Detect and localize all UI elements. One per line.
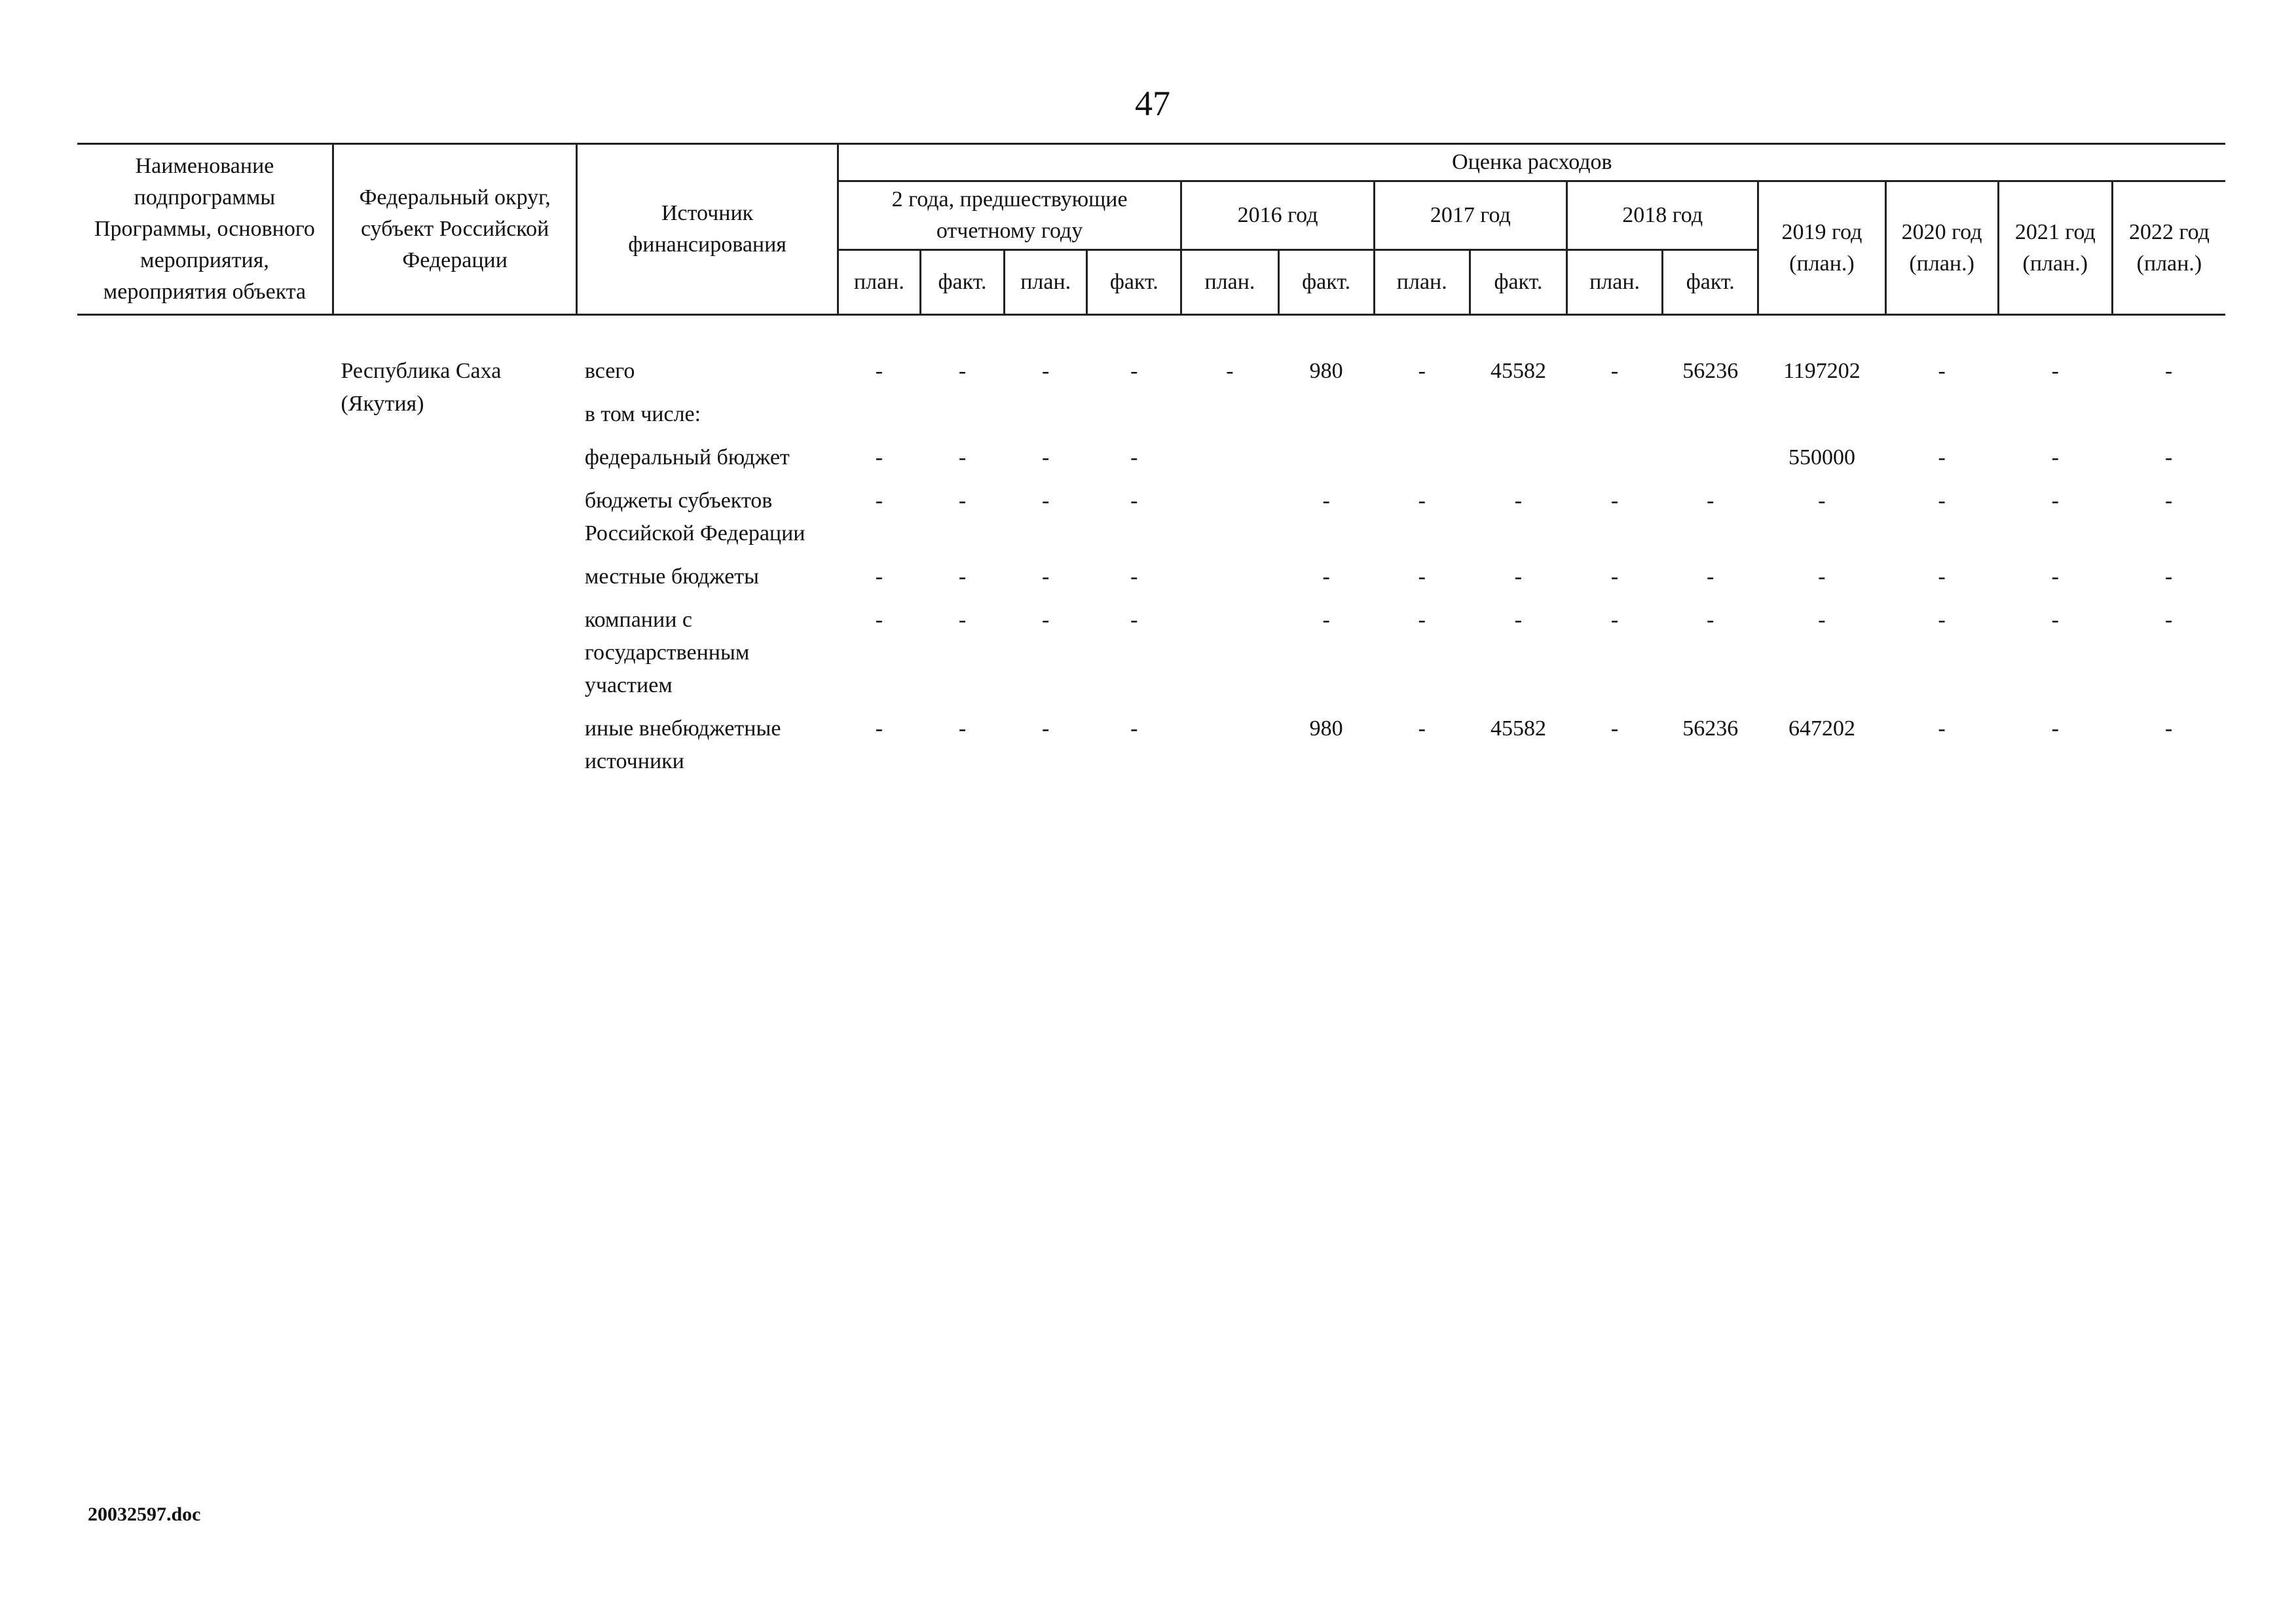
value-cell: - [2165, 445, 2173, 470]
value-cell: - [2051, 608, 2059, 632]
value-cell: - [1042, 608, 1050, 632]
value-cell: - [2165, 359, 2173, 383]
value-cell: - [1514, 608, 1523, 632]
funding-source-cell: всего [584, 359, 635, 383]
program-name-cell [77, 398, 333, 441]
value-cell: - [1130, 445, 1138, 470]
value-cell: - [1818, 564, 1826, 589]
value-cell: - [958, 489, 967, 513]
value-cell [920, 398, 1004, 441]
value-cell [1374, 398, 1470, 441]
value-cell: - [1042, 716, 1050, 741]
funding-source-cell: в том числе: [584, 402, 701, 426]
header-expense-estimate: Оценка расходов [838, 144, 2225, 181]
header-year-2017: 2017 год [1374, 181, 1566, 250]
header-two-years-prior: 2 года, предшествующие отчетному году [838, 181, 1181, 250]
value-cell: - [1042, 359, 1050, 383]
value-cell: - [1610, 564, 1619, 589]
value-cell: - [1514, 489, 1523, 513]
header-year-2020: 2020 год (план.) [1885, 181, 1998, 315]
table-body [77, 315, 2225, 789]
value-cell: 980 [1309, 359, 1343, 383]
header-fact: факт. [920, 250, 1004, 315]
header-plan: план. [1567, 250, 1663, 315]
header-fact: факт. [1278, 250, 1374, 315]
value-cell [1758, 398, 1885, 441]
value-cell: - [1938, 359, 1946, 383]
value-cell: - [1322, 608, 1330, 632]
value-cell: 647202 [1788, 716, 1855, 741]
value-cell: - [1130, 489, 1138, 513]
funding-source-cell: иные внебюджетные источники [584, 716, 781, 773]
value-cell: 550000 [1788, 445, 1855, 470]
value-cell: - [1938, 564, 1946, 589]
value-cell: - [2051, 359, 2059, 383]
program-name-cell [77, 561, 333, 604]
header-plan: план. [1374, 250, 1470, 315]
value-cell: - [1610, 489, 1619, 513]
value-cell [1278, 398, 1374, 441]
program-name-cell [77, 604, 333, 712]
value-cell [838, 398, 920, 441]
table-row [77, 355, 2225, 398]
funding-source-cell: местные бюджеты [584, 564, 759, 589]
value-cell: - [1818, 489, 1826, 513]
value-cell: 56236 [1682, 359, 1739, 383]
value-cell: - [1418, 359, 1426, 383]
header-plan: план. [838, 250, 920, 315]
value-cell: - [958, 445, 967, 470]
program-name-cell [77, 355, 333, 398]
value-cell: - [2165, 489, 2173, 513]
value-cell: - [875, 564, 883, 589]
value-cell: 980 [1309, 716, 1343, 741]
value-cell: - [1938, 445, 1946, 470]
value-cell: - [1707, 564, 1714, 589]
value-cell [2112, 398, 2225, 441]
value-cell: - [1938, 716, 1946, 741]
value-cell: - [1130, 716, 1138, 741]
value-cell [1181, 604, 1278, 712]
value-cell: - [2051, 445, 2059, 470]
value-cell: - [875, 359, 883, 383]
value-cell: - [1610, 359, 1619, 383]
document-filename: 20032597.doc [88, 1504, 201, 1525]
value-cell [1567, 441, 1663, 485]
value-cell: - [1818, 608, 1826, 632]
value-cell: - [958, 359, 967, 383]
value-cell: - [875, 445, 883, 470]
value-cell: 56236 [1682, 716, 1739, 741]
value-cell [1470, 441, 1566, 485]
value-cell: - [1610, 608, 1619, 632]
program-name-cell [77, 485, 333, 561]
value-cell: - [1418, 608, 1426, 632]
value-cell [1278, 441, 1374, 485]
value-cell: - [1322, 564, 1330, 589]
header-federal-district: Федеральный округ, субъект Российской Федерации [333, 144, 576, 315]
value-cell: - [2051, 489, 2059, 513]
value-cell: - [1418, 564, 1426, 589]
district-cell: Республика Саха (Якутия) [341, 359, 502, 416]
value-cell: - [1938, 489, 1946, 513]
header-fact: факт. [1470, 250, 1566, 315]
value-cell: - [958, 564, 967, 589]
header-fact: факт. [1663, 250, 1758, 315]
value-cell: - [1514, 564, 1523, 589]
header-year-2016: 2016 год [1181, 181, 1374, 250]
value-cell: - [1610, 716, 1619, 741]
value-cell: - [875, 489, 883, 513]
value-cell: - [2165, 564, 2173, 589]
funding-source-cell: компании с государственным участием [584, 608, 750, 697]
value-cell [1087, 398, 1181, 441]
value-cell: - [1130, 564, 1138, 589]
value-cell: - [2165, 716, 2173, 741]
header-program-name: Наименование подпрограммы Программы, основного мероприятия, мероприятия объекта [77, 144, 333, 315]
value-cell [1374, 441, 1470, 485]
header-plan: план. [1181, 250, 1278, 315]
value-cell [1181, 712, 1278, 788]
value-cell: - [1418, 716, 1426, 741]
program-name-cell [77, 712, 333, 788]
value-cell: - [958, 608, 967, 632]
value-cell [1663, 398, 1758, 441]
value-cell [1663, 441, 1758, 485]
value-cell: - [2165, 608, 2173, 632]
value-cell [1885, 398, 1998, 441]
value-cell [1181, 485, 1278, 561]
value-cell: - [875, 608, 883, 632]
value-cell: - [1418, 489, 1426, 513]
value-cell: - [2051, 716, 2059, 741]
value-cell: - [1707, 608, 1714, 632]
header-plan: план. [1005, 250, 1087, 315]
header-year-2022: 2022 год (план.) [2112, 181, 2225, 315]
value-cell [1470, 398, 1566, 441]
value-cell: - [1042, 489, 1050, 513]
page-number: 47 [1135, 84, 1170, 123]
value-cell: - [1707, 489, 1714, 513]
value-cell: - [1130, 359, 1138, 383]
budget-table-container [77, 143, 2225, 788]
funding-source-cell: бюджеты субъектов Российской Федерации [584, 489, 805, 545]
header-funding-source: Источник финансирования [577, 144, 838, 315]
value-cell: - [1042, 564, 1050, 589]
header-year-2018: 2018 год [1567, 181, 1758, 250]
program-name-cell [77, 441, 333, 485]
value-cell: - [875, 716, 883, 741]
header-fact: факт. [1087, 250, 1181, 315]
value-cell [1567, 398, 1663, 441]
header-year-2021: 2021 год (план.) [1998, 181, 2112, 315]
value-cell: 1197202 [1783, 359, 1861, 383]
funding-source-cell: федеральный бюджет [584, 445, 790, 470]
value-cell: - [1322, 489, 1330, 513]
value-cell [1181, 398, 1278, 441]
value-cell [1005, 398, 1087, 441]
value-cell: - [1042, 445, 1050, 470]
budget-table [77, 143, 2225, 788]
value-cell: - [1938, 608, 1946, 632]
header-year-2019: 2019 год (план.) [1758, 181, 1885, 315]
value-cell: - [1226, 359, 1234, 383]
value-cell: 45582 [1490, 359, 1546, 383]
value-cell: - [2051, 564, 2059, 589]
value-cell [1998, 398, 2112, 441]
value-cell [1181, 441, 1278, 485]
value-cell [1181, 561, 1278, 604]
value-cell: - [958, 716, 967, 741]
value-cell: - [1130, 608, 1138, 632]
value-cell: 45582 [1490, 716, 1546, 741]
